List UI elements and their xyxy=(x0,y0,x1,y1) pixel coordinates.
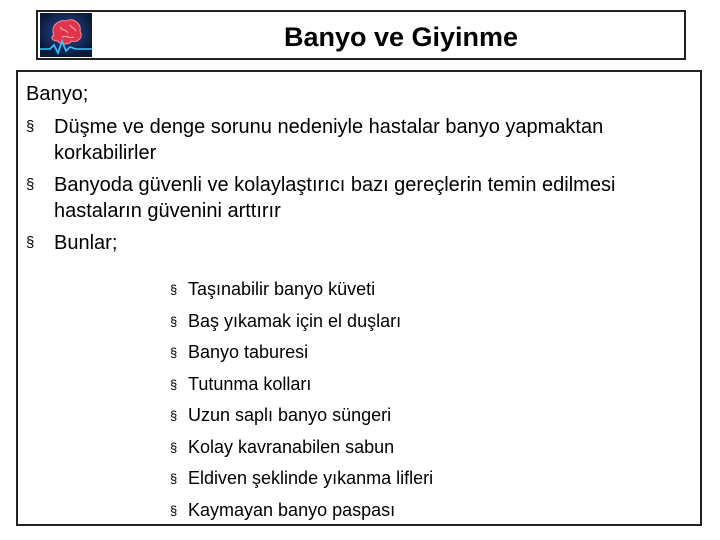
list-item-text: Eldiven şeklinde yıkanma lifleri xyxy=(188,468,434,488)
list-item-text: Bunlar; xyxy=(54,232,118,254)
list-item-text: Kaymayan banyo paspası xyxy=(188,499,396,520)
main-bullet-list xyxy=(26,114,686,262)
list-item-text: Uzun saplı banyo süngeri xyxy=(188,405,392,425)
content-box xyxy=(16,70,702,526)
bullet-icon: § xyxy=(170,471,178,486)
bullet-icon: § xyxy=(26,176,35,193)
bullet-icon: § xyxy=(170,408,178,423)
bullet-icon: § xyxy=(26,118,35,135)
list-item-text: Baş yıkamak için el duşları xyxy=(188,310,402,331)
bullet-icon: § xyxy=(170,282,178,297)
list-item-text: Banyo taburesi xyxy=(188,342,309,362)
brain-heartbeat-icon xyxy=(40,13,92,57)
list-item xyxy=(26,172,686,224)
list-item xyxy=(26,230,686,256)
list-item-text: Kolay kavranabilen sabun xyxy=(188,436,395,457)
list-item-text: Taşınabilir banyo küveti xyxy=(188,279,376,299)
list-item xyxy=(170,274,433,306)
list-item xyxy=(170,306,433,338)
section-intro: Banyo; xyxy=(26,83,89,105)
list-item xyxy=(26,114,686,166)
bullet-icon: § xyxy=(170,345,178,360)
page-title: Banyo ve Giyinme xyxy=(283,22,519,52)
list-item xyxy=(170,337,433,369)
list-item xyxy=(170,463,433,495)
bullet-icon: § xyxy=(170,376,178,392)
bullet-icon: § xyxy=(170,502,178,518)
title-bar xyxy=(36,10,686,60)
list-item xyxy=(170,400,433,432)
bullet-icon: § xyxy=(26,234,35,251)
list-item-text: Düşme ve denge sorunu nedeniyle hastalar banyo yapmaktan korkabilirler xyxy=(54,116,604,164)
list-item-text: Banyoda güvenli ve kolaylaştırıcı bazı gereçlerin temin edilmesi hastaların güvenini arttırır xyxy=(54,174,616,222)
list-item xyxy=(170,495,433,527)
bullet-icon: § xyxy=(170,313,178,329)
equipment-list xyxy=(170,274,433,526)
list-item-text: Tutunma kolları xyxy=(188,373,312,394)
list-item xyxy=(170,369,433,401)
list-item xyxy=(170,432,433,464)
bullet-icon: § xyxy=(170,439,178,455)
